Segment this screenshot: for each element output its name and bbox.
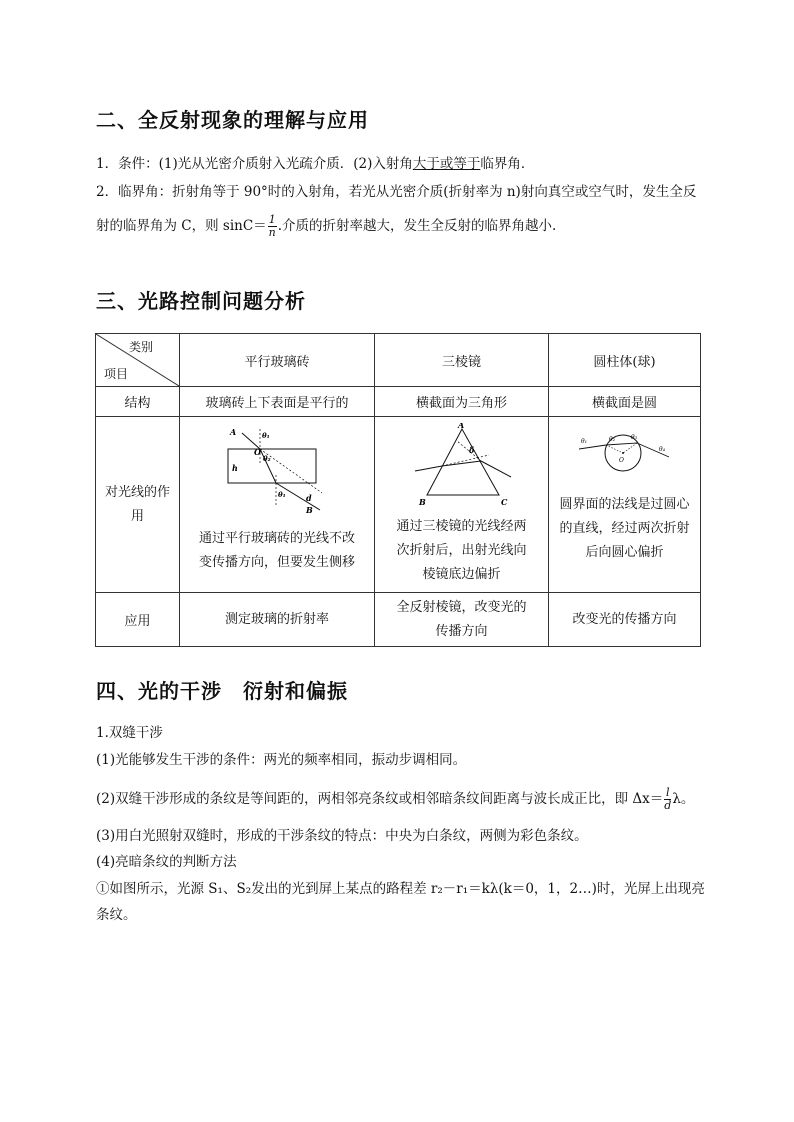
condition-underlined: 大于或等于 <box>412 156 481 172</box>
table-row-effect <box>96 417 701 593</box>
critical-angle-suffix: .介质的折射率越大，发生全反射的临界角越小. <box>277 218 557 234</box>
prism-label-delta: δ <box>469 444 475 455</box>
corner-label-item: 项目 <box>104 367 129 381</box>
glass-brick-diagram <box>220 425 340 515</box>
effect-cylinder <box>549 417 701 593</box>
cylinder-caption <box>549 493 700 565</box>
sinc-fraction-numerator: 1 <box>268 213 276 226</box>
cylinder-caption-line-3: 后向圆心偏折 <box>585 544 664 560</box>
glass-brick-caption-line-2: 变传播方向，但要发生侧移 <box>198 554 355 570</box>
light-path-table <box>95 333 701 647</box>
delta-x-denominator: d <box>664 799 672 812</box>
cylinder-label-theta1: θ₁ <box>581 437 588 445</box>
glass-brick-label-theta1-bottom: θ₁ <box>278 489 286 499</box>
white-light-fringes: (3)用白光照射双缝时，形成的干涉条纹的特点：中央为白条纹，两侧为彩色条纹。 <box>96 828 588 844</box>
row-label-structure: 结构 <box>96 387 180 417</box>
application-glass-brick-line-1: 测定玻璃的折射率 <box>224 611 329 627</box>
sinc-fraction <box>268 214 277 239</box>
fringe-spacing-suffix: λ。 <box>672 791 695 807</box>
application-prism <box>375 593 549 647</box>
critical-angle-line-1: 2．临界角：折射角等于 90°时的入射角，若光从光密介质(折射率为 n)射向真空或空气时，发生全反 <box>96 184 697 200</box>
prism-label-a: A <box>458 422 465 430</box>
row-label-effect-line-1: 对光线的作 <box>104 484 170 500</box>
prism-label-c: C <box>501 496 508 507</box>
application-cylinder <box>549 593 701 647</box>
table-header-row <box>96 334 701 387</box>
prism-caption <box>375 515 548 587</box>
column-header-glass-brick: 平行玻璃砖 <box>180 334 375 387</box>
condition-prefix: 1．条件：(1)光从光密介质射入光疏介质．(2)入射角 <box>96 156 413 172</box>
cylinder-label-theta2: θ₂ <box>609 435 616 443</box>
application-prism-line-2: 传播方向 <box>435 623 488 639</box>
path-difference-line-2: 条纹。 <box>96 907 137 923</box>
cylinder-label-theta4: θ₄ <box>659 445 666 453</box>
prism-caption-line-2: 次折射后，出射光线向 <box>396 542 527 558</box>
application-prism-line-1: 全反射棱镜，改变光的 <box>396 599 527 615</box>
glass-brick-label-o: O <box>254 446 261 457</box>
cylinder-diagram <box>575 429 675 485</box>
table-corner-cell <box>96 334 180 387</box>
cylinder-label-theta3: θ₃ <box>631 433 638 441</box>
section-4-heading: 四、光的干涉 衍射和偏振 <box>96 679 348 703</box>
structure-glass-brick: 玻璃砖上下表面是平行的 <box>180 387 375 417</box>
application-cylinder-line-1: 改变光的传播方向 <box>572 611 677 627</box>
glass-brick-figure-wrap <box>180 419 374 591</box>
section-2-heading: 二、全反射现象的理解与应用 <box>96 108 369 132</box>
glass-brick-label-theta1-top: θ₁ <box>262 430 270 440</box>
glass-brick-label-theta2: θ₂ <box>263 453 271 463</box>
bright-dark-method: (4)亮暗条纹的判断方法 <box>96 854 237 870</box>
structure-prism: 横截面为三角形 <box>375 387 549 417</box>
glass-brick-label-d: d <box>306 492 312 503</box>
delta-x-numerator: l <box>666 786 670 799</box>
table-row-application <box>96 593 701 647</box>
table-row-structure <box>96 387 701 417</box>
critical-angle-line-2 <box>96 214 556 239</box>
condition-line <box>96 155 534 173</box>
column-header-prism: 三棱镜 <box>375 334 549 387</box>
condition-suffix: 临界角． <box>480 156 535 172</box>
row-label-effect <box>96 417 180 593</box>
fringe-spacing-prefix: (2)双缝干涉形成的条纹是等间距的，两相邻亮条纹或相邻暗条纹间距离与波长成正比，即 Δx＝ <box>96 791 664 807</box>
double-slit-title: 1.双缝干涉 <box>96 725 163 741</box>
glass-brick-label-h: h <box>232 462 238 473</box>
glass-brick-label-a: A <box>230 426 237 437</box>
row-label-application: 应用 <box>96 593 180 647</box>
corner-label-category: 类别 <box>128 340 153 354</box>
prism-caption-line-3: 棱镜底边偏折 <box>422 566 501 582</box>
cylinder-caption-line-2: 的直线，经过两次折射 <box>559 520 690 536</box>
cylinder-figure-wrap <box>549 419 700 591</box>
sinc-fraction-denominator: n <box>268 226 276 239</box>
critical-angle-prefix: 射的临界角为 C，则 sinC＝ <box>96 218 267 234</box>
prism-label-b: B <box>419 496 426 507</box>
glass-brick-caption-line-1: 通过平行玻璃砖的光线不改 <box>198 530 355 546</box>
effect-glass-brick <box>180 417 375 593</box>
cylinder-label-o: O <box>619 456 624 464</box>
row-label-effect-line-2: 用 <box>130 508 144 524</box>
structure-cylinder: 横截面是圆 <box>549 387 701 417</box>
section-3-heading: 三、光路控制问题分析 <box>96 289 306 313</box>
effect-prism <box>375 417 549 593</box>
fringe-spacing-line <box>96 787 694 812</box>
interference-condition: (1)光能够发生干涉的条件：两光的频率相同，振动步调相同。 <box>96 752 467 768</box>
delta-x-fraction <box>664 787 671 812</box>
application-glass-brick <box>180 593 375 647</box>
glass-brick-label-b: B <box>306 504 313 515</box>
column-header-cylinder: 圆柱体(球) <box>549 334 701 387</box>
path-difference-line-1: ①如图所示，光源 S₁、S₂发出的光到屏上某点的路程差 r₂－r₁＝kλ(k＝0，1，2…)时，光屏上出现亮 <box>96 881 705 897</box>
prism-diagram <box>407 423 517 507</box>
prism-caption-line-1: 通过三棱镜的光线经两 <box>396 518 527 534</box>
prism-figure-wrap <box>375 419 548 591</box>
glass-brick-caption <box>180 527 374 575</box>
cylinder-caption-line-1: 圆界面的法线是过圆心 <box>559 496 690 512</box>
